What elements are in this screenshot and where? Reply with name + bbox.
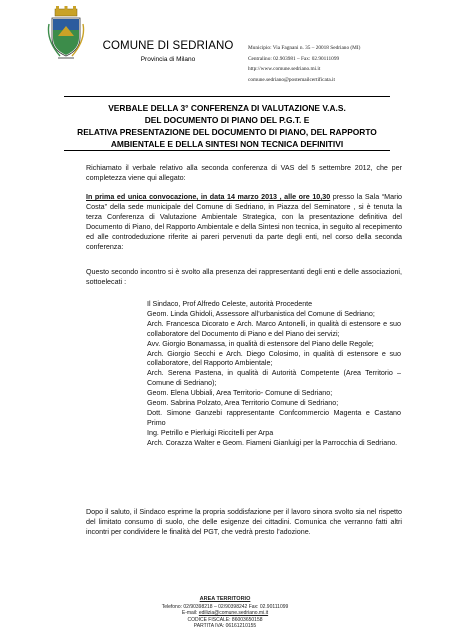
- provincia-label: Provincia di Milano: [140, 56, 196, 63]
- list-item: Dott. Simone Ganzebi rappresentante Confcommercio Magenta e Castano Primo: [147, 408, 401, 427]
- list-item: Arch. Francesca Dicorato e Arch. Marco Antonelli, in qualità di estensore e suo collaboratore del Documento di Piano e del Piano dei servizi;: [147, 319, 401, 338]
- title-line-4: AMBIENTALE E DELLA SINTESI NON TECNICA DEFINITIVI: [110, 139, 344, 149]
- list-item: Geom. Elena Ubbiali, Area Territorio- Comune di Sedriano;: [147, 389, 333, 398]
- contact-phone: Centralino: 02.903981 – Fax: 02.90111099: [248, 55, 340, 62]
- title-line-2: DEL DOCUMENTO DI PIANO DEL P.G.T. E: [144, 115, 310, 125]
- list-item: Avv. Giorgio Bonamassa, in qualità di estensore del Piano delle Regole;: [147, 339, 374, 348]
- convocation-details: presso la Sala “Mario Costa” della sede municipale del Comune di Sedriano, in Piazza del Seminatore , si è tenuta la terza Conferenza di Valutazione Ambientale Strategica, con la presentazione definitiva del Documento di Piano, del Rapporto Ambientale e della Sintesi non tecnica, in seguito al recepimento ed alle controdeduzione riferite ai pareri pervenuti da parte degli enti, nel corso della seconda conferenza:: [86, 193, 403, 251]
- contact-website[interactable]: http://www.comune.sedriano.mi.it: [248, 66, 321, 73]
- title-line-1: VERBALE DELLA 3° CONFERENZA DI VALUTAZIONE V.A.S.: [108, 103, 346, 113]
- presence-paragraph: Questo secondo incontro si è svolto alla presenza dei rappresentanti degli enti e delle associazioni, sottoelecati :: [86, 268, 402, 286]
- contact-pec[interactable]: comune.sedriano@postemailcertificata.it: [248, 76, 335, 83]
- contact-info: [248, 43, 448, 85]
- list-item: Il Sindaco, Prof Alfredo Celeste, autorità Procedente: [147, 300, 313, 308]
- footer-partita-iva: PARTITA IVA: 06161210155: [193, 623, 257, 630]
- convocation-paragraph: [86, 193, 402, 252]
- footer-title: AREA TERRITORIO: [199, 596, 251, 602]
- document-title: [64, 96, 390, 151]
- list-item: Geom. Linda Ghidoli, Assessore all’urbanistica del Comune di Sedriano;: [147, 309, 375, 318]
- list-item: Arch. Giorgio Secchi e Arch. Diego Colosimo, in qualità di estensore e suo collaboratore, del Rapporto Ambientale;: [147, 349, 401, 368]
- footer-email-label: E-mail:: [181, 610, 199, 617]
- comune-name: COMUNE DI SEDRIANO: [102, 40, 234, 52]
- list-item: Geom. Sabrina Polzato, Area Territorio Comune di Sedriano;: [147, 399, 339, 408]
- list-item: Ing. Petrillo e Pierluigi Riccitelli per Arpa: [147, 428, 274, 437]
- footer-codice-fiscale: CODICE FISCALE: 86003650158: [187, 616, 263, 623]
- page-footer: [150, 596, 300, 630]
- convocation-date: In prima ed unica convocazione, in data 14 marzo 2013 , alle ore 10,30: [86, 193, 331, 201]
- footer-email-line: [150, 610, 300, 617]
- list-item: Arch. Serena Pastena, in qualità di Autorità Competente (Area Territorio – Comune di Sedriano);: [147, 369, 401, 388]
- intro-paragraph: Richiamato il verbale relativo alla seconda conferenza di VAS del 5 settembre 2012, che per completezza viene qui allegato:: [86, 164, 402, 182]
- list-item: Arch. Corazza Walter e Geom. Fiameni Gianluigi per la Parrocchia di Sedriano.: [147, 438, 398, 447]
- title-line-3: RELATIVA PRESENTAZIONE DEL DOCUMENTO DI PIANO, DEL RAPPORTO: [77, 127, 377, 137]
- footer-phone: Telefono: 02/90398218 – 02/90398242 Fax: 02.90111099: [161, 603, 289, 610]
- contact-address: Municipio: Via Fagnani n. 35 – 20018 Sedriano (MI): [248, 45, 361, 51]
- closing-paragraph: Dopo il saluto, il Sindaco esprime la propria soddisfazione per il lavoro sinora svolto sia nel rispetto del limitato consumo di suolo, che delle esigenze dei cittadini. Comunica che verranno fatti altri incontri per condividere le finalità del PGT, che vedrà presto l’adozione.: [86, 508, 402, 536]
- attendees-list: [147, 300, 401, 449]
- footer-email-link[interactable]: edilizia@comune.sedriano.mi.it: [198, 610, 269, 617]
- coat-of-arms-icon: [46, 6, 86, 60]
